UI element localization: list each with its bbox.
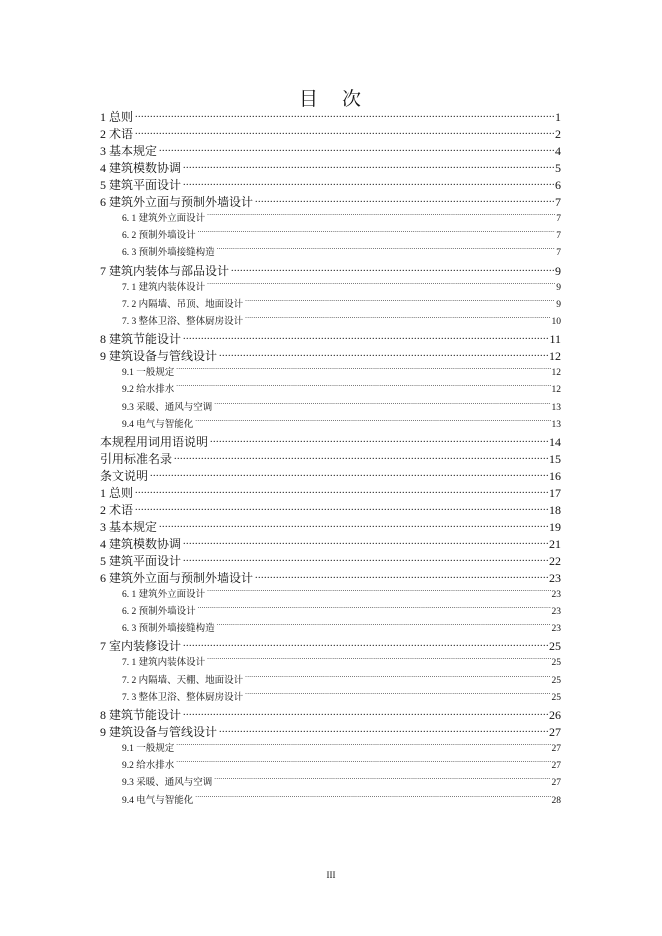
toc-entry[interactable]	[100, 143, 561, 160]
toc-subentry[interactable]	[100, 621, 561, 638]
toc-entry-label: 本规程用词用语说明	[100, 434, 209, 449]
toc-entry-page: 26	[549, 708, 561, 722]
toc-entry-page: 7	[555, 195, 561, 209]
toc-entry[interactable]	[100, 126, 561, 143]
toc-entry[interactable]	[100, 177, 561, 194]
toc-entry[interactable]	[100, 263, 561, 280]
toc-entry-page: 25	[549, 639, 561, 654]
toc-entry-label: 7. 2 内隔墙、吊顶、地面设计	[122, 299, 244, 310]
toc-entry-label: 6. 3 预制外墙接缝构造	[122, 248, 215, 259]
toc-subentry[interactable]	[100, 417, 561, 434]
toc-entry[interactable]	[100, 348, 561, 365]
toc-entry-label: 9.4 电气与智能化	[122, 795, 194, 806]
table-of-contents	[100, 109, 561, 810]
toc-subentry[interactable]	[100, 673, 561, 690]
toc-entry-page: 16	[549, 468, 561, 483]
toc-entry-label: 6 建筑外立面与预制外墙设计	[100, 570, 254, 585]
dot-leader	[245, 297, 555, 307]
toc-entry-label: 6. 1 建筑外立面设计	[122, 589, 206, 600]
toc-entry-label: 9.2 给水排水	[122, 385, 175, 396]
toc-entry-page: 13	[551, 402, 561, 413]
toc-entry-label: 4 建筑模数协调	[100, 161, 182, 175]
toc-entry-page: 9	[555, 263, 561, 278]
toc-entry[interactable]	[100, 434, 561, 451]
dot-leader	[183, 536, 548, 548]
toc-entry-page: 21	[549, 536, 561, 551]
toc-entry[interactable]	[100, 485, 561, 502]
toc-entry-label: 引用标准名录	[100, 451, 173, 466]
dot-leader	[150, 468, 548, 480]
toc-subentry[interactable]	[100, 365, 561, 382]
toc-entry-label: 7 室内装修设计	[100, 639, 182, 654]
toc-entry-page: 12	[549, 349, 561, 364]
dot-leader	[214, 776, 550, 786]
dot-leader	[176, 759, 550, 769]
dot-leader	[183, 160, 554, 172]
toc-entry-page: 19	[549, 519, 561, 534]
toc-subentry[interactable]	[100, 245, 561, 262]
dot-leader	[183, 638, 548, 650]
toc-entry[interactable]	[100, 519, 561, 536]
toc-entry-label: 6. 3 预制外墙接缝构造	[122, 624, 215, 635]
toc-entry-label: 2 术语	[100, 502, 134, 517]
dot-leader	[255, 570, 548, 582]
toc-subentry[interactable]	[100, 297, 561, 314]
dot-leader	[210, 434, 548, 446]
toc-subentry[interactable]	[100, 587, 561, 604]
toc-entry-label: 1 总则	[100, 110, 134, 124]
toc-entry[interactable]	[100, 707, 561, 724]
toc-entry-page: 27	[549, 725, 561, 739]
toc-entry-label: 9.3 采暖、通风与空调	[122, 402, 213, 413]
dot-leader	[217, 622, 551, 632]
toc-entry-label: 6. 1 建筑外立面设计	[122, 214, 206, 224]
toc-entry-page: 22	[549, 553, 561, 568]
toc-entry-page: 2	[555, 127, 561, 141]
toc-entry[interactable]	[100, 570, 561, 587]
toc-entry-label: 7. 1 建筑内装体设计	[122, 658, 206, 669]
toc-entry[interactable]	[100, 331, 561, 348]
page-title	[0, 84, 662, 111]
toc-entry-page: 15	[549, 451, 561, 466]
toc-entry-page: 25	[551, 658, 561, 669]
toc-entry-label: 6. 2 预制外墙设计	[122, 231, 196, 242]
toc-subentry[interactable]	[100, 382, 561, 399]
toc-entry-label: 7. 3 整体卫浴、整体厨房设计	[122, 692, 244, 703]
toc-entry-page: 25	[551, 692, 561, 703]
toc-entry-page: 10	[551, 316, 561, 327]
toc-entry-label: 6 建筑外立面与预制外墙设计	[100, 195, 254, 209]
dot-leader	[183, 707, 548, 719]
toc-entry-page: 27	[551, 744, 561, 754]
toc-entry-label: 9 建筑设备与管线设计	[100, 725, 218, 739]
toc-entry-page: 28	[551, 795, 561, 806]
toc-subentry[interactable]	[100, 211, 561, 228]
toc-entry-page: 17	[549, 485, 561, 500]
toc-entry-label: 8 建筑节能设计	[100, 708, 182, 722]
toc-subentry[interactable]	[100, 793, 561, 810]
toc-subentry[interactable]	[100, 604, 561, 621]
title-part-2: 次	[342, 89, 364, 110]
dot-leader	[195, 793, 550, 803]
dot-leader	[195, 417, 550, 427]
dot-leader	[245, 314, 550, 324]
toc-entry-page: 4	[555, 144, 561, 158]
toc-entry-label: 9.1 一般规定	[122, 744, 175, 754]
toc-entry-label: 条文说明	[100, 468, 149, 483]
toc-entry-page: 25	[551, 675, 561, 686]
toc-entry-label: 9.3 采暖、通风与空调	[122, 778, 213, 789]
toc-subentry[interactable]	[100, 314, 561, 331]
dot-leader	[245, 673, 550, 683]
dot-leader	[176, 742, 550, 752]
toc-entry[interactable]	[100, 502, 561, 519]
toc-entry-page: 9	[556, 282, 561, 293]
dot-leader	[174, 451, 548, 463]
dot-leader	[245, 690, 550, 700]
toc-entry-page: 5	[555, 161, 561, 175]
toc-entry-page: 23	[551, 624, 561, 635]
toc-entry-label: 2 术语	[100, 127, 134, 141]
toc-entry-page: 12	[551, 385, 561, 396]
toc-entry-label: 9.4 电气与智能化	[122, 419, 194, 430]
dot-leader	[183, 553, 548, 565]
toc-entry-page: 27	[551, 761, 561, 772]
toc-entry-label: 1 总则	[100, 485, 134, 500]
toc-subentry[interactable]	[100, 228, 561, 245]
dot-leader	[207, 212, 555, 222]
dot-leader	[207, 587, 550, 597]
toc-entry-page: 23	[551, 607, 561, 618]
toc-entry-page: 6	[555, 178, 561, 192]
dot-leader	[159, 519, 548, 531]
dot-leader	[219, 724, 548, 736]
toc-entry-label: 6. 2 预制外墙设计	[122, 607, 196, 618]
toc-entry-page: 18	[549, 502, 561, 517]
toc-entry-page: 1	[555, 110, 561, 124]
toc-subentry[interactable]	[100, 741, 561, 758]
toc-entry-label: 9.2 给水排水	[122, 761, 175, 772]
toc-entry[interactable]	[100, 536, 561, 553]
dot-leader	[135, 502, 548, 514]
dot-leader	[183, 177, 554, 189]
dot-leader	[207, 656, 550, 666]
dot-leader	[219, 348, 548, 360]
dot-leader	[135, 109, 554, 121]
dot-leader	[176, 383, 550, 393]
toc-entry-page: 14	[549, 434, 561, 449]
toc-entry-label: 4 建筑模数协调	[100, 536, 182, 551]
toc-entry-page: 12	[551, 368, 561, 379]
dot-leader	[176, 366, 550, 376]
dot-leader	[255, 194, 554, 206]
toc-entry-page: 23	[549, 570, 561, 585]
toc-entry[interactable]	[100, 468, 561, 485]
toc-entry[interactable]	[100, 553, 561, 570]
toc-subentry[interactable]	[100, 280, 561, 297]
toc-subentry[interactable]	[100, 655, 561, 672]
toc-subentry[interactable]	[100, 690, 561, 707]
toc-entry-label: 9.1 一般规定	[122, 368, 175, 379]
dot-leader	[135, 485, 548, 497]
toc-entry[interactable]	[100, 451, 561, 468]
toc-entry-label: 8 建筑节能设计	[100, 332, 182, 347]
toc-entry[interactable]	[100, 724, 561, 741]
dot-leader	[231, 263, 554, 275]
toc-entry-label: 7 建筑内装体与部品设计	[100, 263, 230, 278]
toc-entry-page: 7	[556, 214, 561, 224]
title-part-1: 目	[298, 89, 320, 110]
toc-entry-page: 11	[549, 332, 561, 347]
toc-entry-label: 7. 3 整体卫浴、整体厨房设计	[122, 316, 244, 327]
dot-leader	[217, 246, 556, 256]
toc-entry-page: 9	[556, 299, 561, 310]
dot-leader	[198, 605, 551, 615]
toc-entry[interactable]	[100, 109, 561, 126]
toc-entry-label: 7. 1 建筑内装体设计	[122, 282, 206, 293]
toc-entry-page: 27	[551, 778, 561, 789]
page-number: III	[326, 870, 336, 880]
dot-leader	[198, 229, 556, 239]
dot-leader	[183, 331, 548, 343]
toc-entry-page: 7	[556, 231, 561, 242]
toc-subentry[interactable]	[100, 758, 561, 775]
toc-entry-label: 5 建筑平面设计	[100, 553, 182, 568]
toc-entry-label: 7. 2 内隔墙、天棚、地面设计	[122, 675, 244, 686]
toc-entry-page: 13	[551, 419, 561, 430]
toc-subentry[interactable]	[100, 775, 561, 792]
toc-entry[interactable]	[100, 638, 561, 655]
dot-leader	[207, 280, 555, 290]
toc-entry[interactable]	[100, 194, 561, 211]
toc-entry-label: 5 建筑平面设计	[100, 178, 182, 192]
toc-entry-page: 23	[551, 589, 561, 600]
dot-leader	[159, 143, 554, 155]
toc-entry-label: 9 建筑设备与管线设计	[100, 349, 218, 364]
toc-entry[interactable]	[100, 160, 561, 177]
toc-entry-page: 7	[556, 248, 561, 259]
toc-entry-label: 3 基本规定	[100, 144, 158, 158]
dot-leader	[135, 126, 554, 138]
dot-leader	[214, 400, 550, 410]
toc-subentry[interactable]	[100, 400, 561, 417]
toc-entry-label: 3 基本规定	[100, 519, 158, 534]
